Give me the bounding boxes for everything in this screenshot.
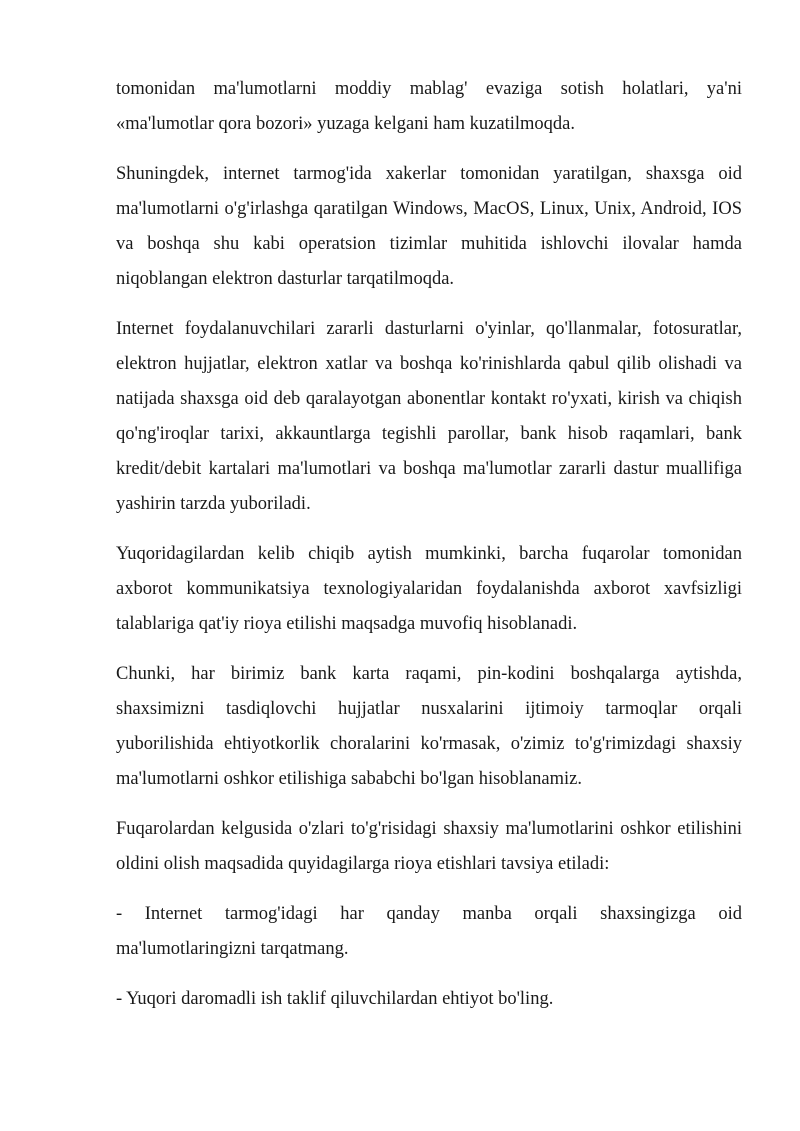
recommendation-item: - Yuqori daromadli ish taklif qiluvchilardan ehtiyot bo'ling.: [116, 989, 554, 1009]
paragraph-user-data-theft: Internet foydalanuvchilari zararli dasturlarni o'yinlar, qo'llanmalar, fotosuratlar, elektron hujjatlar, elektron xatlar va boshqa ko'rinishlarda qabul qilib olishadi va natijada shaxsga oid deb qaralayotgan abonentlar kontakt ro'yxati, kirish va chiqish qo'ng'iroqlar tarixi, akkauntlarga tegishli parollar, bank hisob raqamlari, bank kredit/debit kartalari ma'lumotlari va boshqa ma'lumotlar zararli dastur muallifiga yashirin tarzda yuboriladi.: [116, 319, 742, 514]
paragraph-malicious-apps: Shuningdek, internet tarmog'ida xakerlar tomonidan yaratilgan, shaxsga oid ma'lumotlarni o'g'irlashga qaratilgan Windows, MacOS, Linux, Unix, Android, IOS va boshqa shu kabi operatsion tizimlar muhitida ishlovchi ilovalar hamda niqoblangan elektron dasturlar tarqatilmoqda.: [116, 164, 742, 289]
recommendation-item: - Internet tarmog'idagi har qanday manba orqali shaxsingizga oid ma'lumotlaringizni tarqatmang.: [116, 904, 742, 959]
paragraph-personal-responsibility: Chunki, har birimiz bank karta raqami, pin-kodini boshqalarga aytishda, shaxsimizni tasdiqlovchi hujjatlar nusxalarini ijtimoiy tarmoqlar orqali yuborilishida ehtiyotkorlik choralarini ko'rmasak, o'zimiz to'g'rimizdagi shaxsiy ma'lumotlarni oshkor etilishiga sababchi bo'lgan hisoblanamiz.: [116, 664, 742, 789]
paragraph-security-requirements: Yuqoridagilardan kelib chiqib aytish mumkinki, barcha fuqarolar tomonidan axborot kommunikatsiya texnologiyalaridan foydalanishda axborot xavfsizligi talablariga qat'iy rioya etilishi maqsadga muvofiq hisoblanadi.: [116, 544, 742, 634]
paragraph-recommendations-intro: Fuqarolardan kelgusida o'zlari to'g'risidagi shaxsiy ma'lumotlarini oshkor etilishini oldini olish maqsadida quyidagilarga rioya etishlari tavsiya etiladi:: [116, 819, 742, 874]
paragraph-black-market: tomonidan ma'lumotlarni moddiy mablag' evaziga sotish holatlari, ya'ni «ma'lumotlar qora bozori» yuzaga kelgani ham kuzatilmoqda.: [116, 79, 742, 134]
document-body: [116, 72, 742, 1032]
